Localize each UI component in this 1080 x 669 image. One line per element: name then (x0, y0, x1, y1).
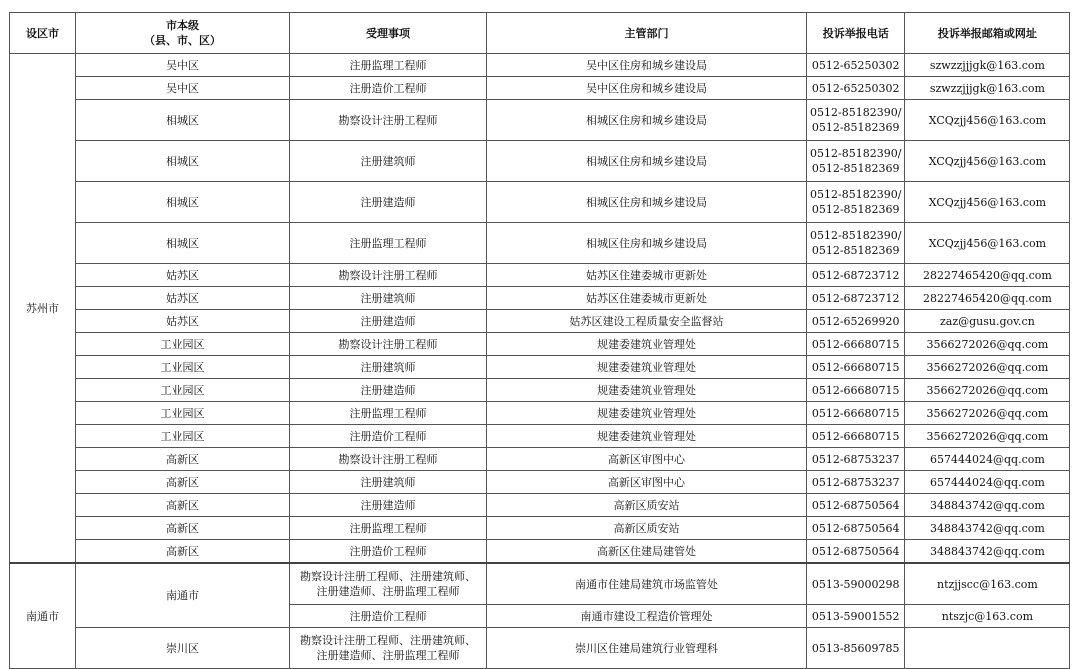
email-cell: 657444024@qq.com (905, 471, 1070, 494)
table-row (10, 141, 1070, 182)
district-cell: 工业园区 (76, 402, 290, 425)
header-district-line1: 市本级 (166, 19, 199, 32)
dept-cell: 规建委建筑业管理处 (487, 356, 807, 379)
email-cell: ntszjc@163.com (905, 605, 1070, 628)
item-cell-line2: 注册建造师、注册监理工程师 (316, 585, 460, 598)
header-city: 设区市 (10, 13, 76, 54)
item-cell: 注册建筑师 (290, 471, 487, 494)
district-cell: 工业园区 (76, 333, 290, 356)
item-cell: 注册造价工程师 (290, 605, 487, 628)
header-email: 投诉举报邮箱或网址 (905, 13, 1070, 54)
phone-cell: 0512-68750564 (807, 517, 905, 540)
district-cell: 工业园区 (76, 356, 290, 379)
table-row (10, 628, 1070, 669)
table-row (10, 379, 1070, 402)
email-cell: XCQzjj456@163.com (905, 182, 1070, 223)
item-cell: 勘察设计注册工程师 (290, 448, 487, 471)
item-cell: 勘察设计注册工程师 (290, 264, 487, 287)
phone-cell: 0512-68750564 (807, 494, 905, 517)
email-cell: 3566272026@qq.com (905, 379, 1070, 402)
district-cell: 高新区 (76, 494, 290, 517)
phone-cell-line1: 0512-85182390/ (810, 147, 902, 160)
dept-cell: 高新区质安站 (487, 517, 807, 540)
email-cell: 3566272026@qq.com (905, 402, 1070, 425)
email-cell: 28227465420@qq.com (905, 287, 1070, 310)
item-cell: 注册建造师 (290, 310, 487, 333)
phone-cell-line2: 0512-85182369 (811, 203, 900, 216)
header-district-line2: （县、市、区） (144, 34, 221, 47)
item-cell: 注册建筑师 (290, 141, 487, 182)
district-cell: 相城区 (76, 223, 290, 264)
phone-cell-line1: 0512-85182390/ (810, 229, 902, 242)
district-cell: 高新区 (76, 540, 290, 564)
district-cell: 工业园区 (76, 379, 290, 402)
table-row (10, 310, 1070, 333)
item-cell: 注册建筑师 (290, 356, 487, 379)
phone-cell: 0512-68723712 (807, 264, 905, 287)
dept-cell: 崇川区住建局建筑行业管理科 (487, 628, 807, 669)
item-cell: 注册监理工程师 (290, 54, 487, 77)
phone-cell-line1: 0512-85182390/ (810, 106, 902, 119)
item-cell: 注册建筑师 (290, 287, 487, 310)
phone-cell: 0512-66680715 (807, 402, 905, 425)
table-row (10, 425, 1070, 448)
email-cell: 348843742@qq.com (905, 540, 1070, 564)
table-row (10, 77, 1070, 100)
district-cell: 崇川区 (76, 628, 290, 669)
table-body (10, 54, 1070, 669)
phone-cell: 0512-68753237 (807, 471, 905, 494)
table-header-row (10, 13, 1070, 54)
dept-cell: 高新区质安站 (487, 494, 807, 517)
dept-cell: 南通市建设工程造价管理处 (487, 605, 807, 628)
item-cell-line1: 勘察设计注册工程师、注册建筑师、 (300, 570, 476, 583)
item-cell: 注册造价工程师 (290, 425, 487, 448)
phone-cell-line2: 0512-85182369 (811, 162, 900, 175)
email-cell: szwzzjjjgk@163.com (905, 54, 1070, 77)
phone-cell: 0512-66680715 (807, 425, 905, 448)
table-row (10, 471, 1070, 494)
phone-cell: 0513-59001552 (807, 605, 905, 628)
dept-cell: 相城区住房和城乡建设局 (487, 223, 807, 264)
table-row (10, 333, 1070, 356)
email-cell: ntzjjscc@163.com (905, 563, 1070, 605)
email-cell: 3566272026@qq.com (905, 333, 1070, 356)
phone-cell: 0512-66680715 (807, 379, 905, 402)
item-cell: 注册监理工程师 (290, 402, 487, 425)
table-row (10, 182, 1070, 223)
phone-cell: 0512-66680715 (807, 356, 905, 379)
dept-cell: 相城区住房和城乡建设局 (487, 182, 807, 223)
table-row (10, 563, 1070, 605)
phone-cell: 0512-65250302 (807, 54, 905, 77)
header-dept: 主管部门 (487, 13, 807, 54)
table-row (10, 517, 1070, 540)
item-cell: 注册造价工程师 (290, 540, 487, 564)
item-cell: 注册建造师 (290, 379, 487, 402)
district-cell: 高新区 (76, 517, 290, 540)
phone-cell (807, 223, 905, 264)
dept-cell: 高新区审图中心 (487, 471, 807, 494)
email-cell: 3566272026@qq.com (905, 425, 1070, 448)
email-cell: XCQzjj456@163.com (905, 100, 1070, 141)
district-cell: 姑苏区 (76, 310, 290, 333)
dept-cell: 高新区住建局建管处 (487, 540, 807, 564)
table-row (10, 264, 1070, 287)
dept-cell: 规建委建筑业管理处 (487, 425, 807, 448)
email-cell: zaz@gusu.gov.cn (905, 310, 1070, 333)
email-cell (905, 628, 1070, 669)
district-cell: 高新区 (76, 471, 290, 494)
phone-cell (807, 100, 905, 141)
item-cell (290, 628, 487, 669)
district-cell: 相城区 (76, 141, 290, 182)
email-cell: 348843742@qq.com (905, 517, 1070, 540)
dept-cell: 姑苏区建设工程质量安全监督站 (487, 310, 807, 333)
item-cell: 注册造价工程师 (290, 77, 487, 100)
district-cell: 相城区 (76, 182, 290, 223)
item-cell: 注册监理工程师 (290, 223, 487, 264)
phone-cell: 0512-68723712 (807, 287, 905, 310)
city-cell-nantong: 南通市 (10, 563, 76, 669)
phone-cell: 0512-68750564 (807, 540, 905, 564)
item-cell: 勘察设计注册工程师 (290, 100, 487, 141)
table-row (10, 448, 1070, 471)
table-row (10, 100, 1070, 141)
item-cell-line1: 勘察设计注册工程师、注册建筑师、 (300, 634, 476, 647)
dept-cell: 吴中区住房和城乡建设局 (487, 54, 807, 77)
email-cell: szwzzjjjgk@163.com (905, 77, 1070, 100)
dept-cell: 规建委建筑业管理处 (487, 333, 807, 356)
district-cell: 吴中区 (76, 54, 290, 77)
email-cell: 3566272026@qq.com (905, 356, 1070, 379)
dept-cell: 相城区住房和城乡建设局 (487, 100, 807, 141)
header-district (76, 13, 290, 54)
dept-cell: 相城区住房和城乡建设局 (487, 141, 807, 182)
item-cell: 注册监理工程师 (290, 517, 487, 540)
phone-cell (807, 141, 905, 182)
dept-cell: 南通市住建局建筑市场监管处 (487, 563, 807, 605)
email-cell: 657444024@qq.com (905, 448, 1070, 471)
dept-cell: 姑苏区住建委城市更新处 (487, 264, 807, 287)
table-row (10, 54, 1070, 77)
dept-cell: 规建委建筑业管理处 (487, 402, 807, 425)
phone-cell-line2: 0512-85182369 (811, 244, 900, 257)
phone-cell: 0513-85609785 (807, 628, 905, 669)
phone-cell: 0513-59000298 (807, 563, 905, 605)
document-page (9, 12, 1070, 669)
phone-cell: 0512-65269920 (807, 310, 905, 333)
table-row (10, 402, 1070, 425)
item-cell-line2: 注册建造师、注册监理工程师 (316, 649, 460, 662)
district-cell: 姑苏区 (76, 287, 290, 310)
complaint-contact-table (9, 12, 1070, 669)
table-row (10, 540, 1070, 564)
email-cell: XCQzjj456@163.com (905, 141, 1070, 182)
district-cell: 姑苏区 (76, 264, 290, 287)
header-item: 受理事项 (290, 13, 487, 54)
district-cell: 工业园区 (76, 425, 290, 448)
email-cell: XCQzjj456@163.com (905, 223, 1070, 264)
phone-cell (807, 182, 905, 223)
phone-cell-line2: 0512-85182369 (811, 121, 900, 134)
dept-cell: 高新区审图中心 (487, 448, 807, 471)
phone-cell: 0512-68753237 (807, 448, 905, 471)
dept-cell: 规建委建筑业管理处 (487, 379, 807, 402)
header-phone: 投诉举报电话 (807, 13, 905, 54)
city-cell-suzhou: 苏州市 (10, 54, 76, 564)
dept-cell: 吴中区住房和城乡建设局 (487, 77, 807, 100)
item-cell: 注册建造师 (290, 494, 487, 517)
table-row (10, 287, 1070, 310)
phone-cell-line1: 0512-85182390/ (810, 188, 902, 201)
district-cell: 相城区 (76, 100, 290, 141)
phone-cell: 0512-66680715 (807, 333, 905, 356)
district-cell: 吴中区 (76, 77, 290, 100)
item-cell: 勘察设计注册工程师 (290, 333, 487, 356)
email-cell: 348843742@qq.com (905, 494, 1070, 517)
district-cell: 南通市 (76, 563, 290, 628)
phone-cell: 0512-65250302 (807, 77, 905, 100)
item-cell (290, 563, 487, 605)
dept-cell: 姑苏区住建委城市更新处 (487, 287, 807, 310)
table-row (10, 356, 1070, 379)
table-row (10, 494, 1070, 517)
item-cell: 注册建造师 (290, 182, 487, 223)
table-row (10, 223, 1070, 264)
district-cell: 高新区 (76, 448, 290, 471)
email-cell: 28227465420@qq.com (905, 264, 1070, 287)
